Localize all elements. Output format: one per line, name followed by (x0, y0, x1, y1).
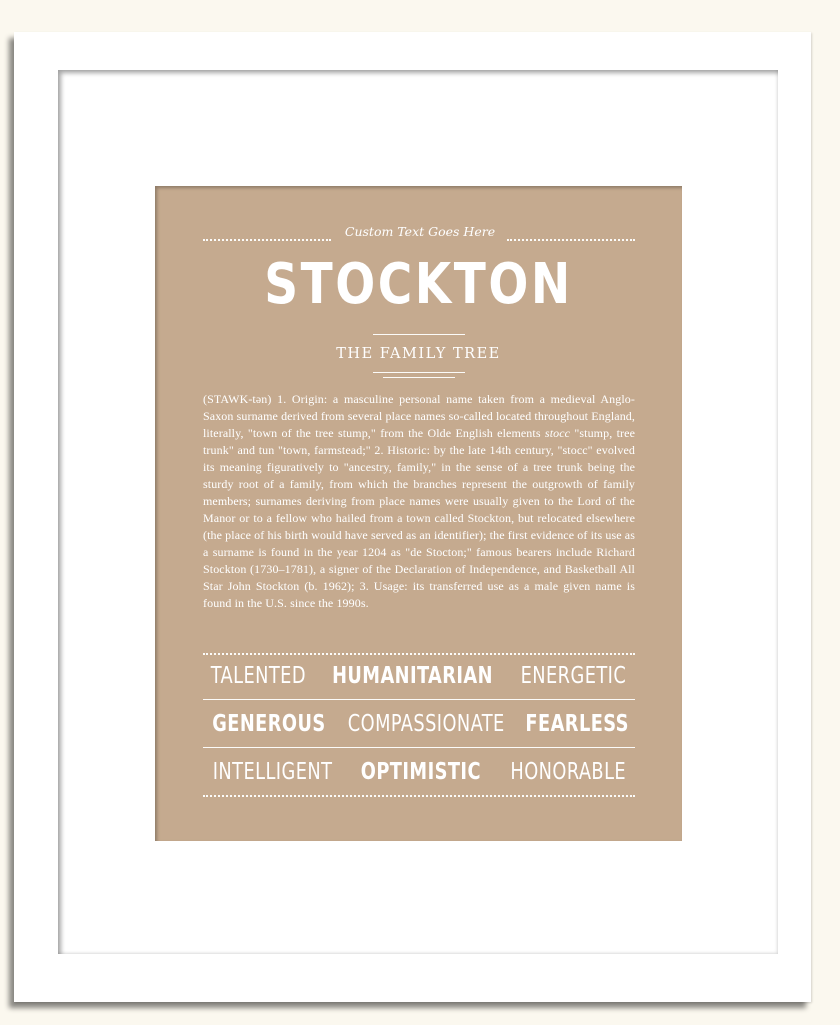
trait: GENEROUS (212, 711, 326, 737)
picture-frame (14, 32, 811, 1002)
traits-dotted-line-top (203, 653, 635, 655)
definition-stocc: stocc (544, 426, 571, 440)
name-definition (203, 391, 635, 612)
trait: HUMANITARIAN (332, 663, 494, 689)
surname-title: STOCKTON (264, 252, 573, 317)
traits-rule-1 (203, 699, 635, 700)
traits-rule-2 (203, 747, 635, 748)
traits-row-1 (203, 659, 635, 693)
traits-dotted-line-bottom (203, 795, 635, 797)
subtitle-rule-bottom-short (383, 377, 455, 378)
traits-row-3 (203, 755, 635, 789)
trait: HONORABLE (509, 759, 626, 785)
custom-text: Custom Text Goes Here (344, 224, 496, 239)
subtitle-rule-top (373, 334, 465, 335)
trait: FEARLESS (525, 711, 630, 737)
trait: OPTIMISTIC (361, 759, 482, 785)
name-print (155, 186, 682, 841)
traits-row-2 (203, 707, 635, 741)
trait: INTELLIGENT (212, 759, 333, 785)
trait: TALENTED (210, 663, 306, 689)
header-dotted-line-right (507, 239, 635, 241)
family-tree-subtitle: THE FAMILY TREE (336, 346, 501, 362)
header-dotted-line-left (203, 239, 331, 241)
trait: COMPASSIONATE (347, 711, 505, 737)
mat-board (58, 70, 778, 954)
subtitle-rule-bottom (373, 372, 465, 373)
definition-intro: (STAWK-tən) 1. Origin: a masculine personal name taken from a medieval Anglo-Saxon surname derived from several place names so-called located throughout England, literally, "town of the tree stump," from the Olde English elements (203, 392, 635, 440)
definition-body: "stump, tree trunk" and tun "town, farmstead;" 2. Historic: by the late 14th century, "stocc" evolved its meaning figuratively to "ancestry, family," in the sense of a tree trunk being the sturdy root of a family, from which the branches represent the outgrowth of family members; surnames deriving from place names were usually given to the Lord of the Manor or to a fellow who hailed from a town called Stockton, but relocated elsewhere (the place of his birth would have served as an identifier); the first evidence of its use as a surname is found in the year 1204 as "de Stocton;" famous bearers include Richard Stockton (1730–1781), a signer of the Declaration of Independence, and Basketball All Star John Stockton (b. 1962); 3. Usage: its transferred use as a male given name is found in the U.S. since the 1990s. (203, 426, 635, 610)
trait: ENERGETIC (520, 663, 627, 689)
